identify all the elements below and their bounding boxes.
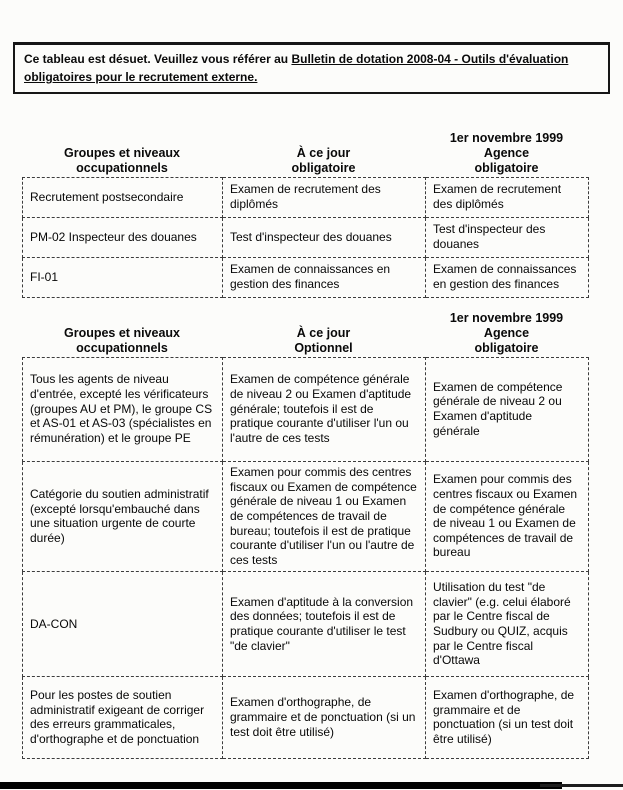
table-cell: Examen de recrutement des diplômés [223, 178, 426, 218]
table-cell: Test d'inspecteur des douanes [223, 218, 426, 258]
column-header-groupes: Groupes et niveaux occupationnels [63, 325, 180, 355]
table-cell: PM-02 Inspecteur des douanes [23, 218, 223, 258]
table-row [23, 218, 589, 258]
table-row [23, 358, 589, 462]
column-header-agence: 1er novembre 1999 Agence obligatoire [449, 131, 564, 175]
table-row [23, 572, 589, 677]
table-cell: Recrutement postsecondaire [23, 178, 223, 218]
column-header-agence: 1er novembre 1999 Agence obligatoire [449, 311, 564, 355]
bulletin-link[interactable]: Bulletin de dotation 2008-04 - Outils d'évaluation obligatoires pour le recrutement externe. [24, 52, 569, 84]
obsolete-notice-box [13, 42, 610, 94]
table-obligatoire [22, 177, 589, 298]
table-cell: Examen de connaissances en gestion des finances [223, 258, 426, 298]
table-cell: Examen de compétence générale de niveau 2 ou Examen d'aptitude générale [426, 358, 589, 462]
column-header-groupes: Groupes et niveaux occupationnels [63, 145, 180, 175]
scan-artifact-bar [0, 782, 562, 789]
table-row [23, 462, 589, 572]
obsolete-notice-text: Ce tableau est désuet. Veuillez vous référer au [24, 52, 292, 66]
table-cell: Examen d'orthographe, de grammaire et de ponctuation (si un test doit être utilisé) [426, 677, 589, 759]
table-optionnel [22, 357, 589, 759]
column-header-a-ce-jour: À ce jour obligatoire [291, 145, 356, 175]
table2-header-row [22, 311, 588, 358]
table-cell: Utilisation du test "de clavier" (e.g. celui élaboré par le Centre fiscal de Sudbury ou QUIZ, acquis par le Centre fiscal d'Ottawa [426, 572, 589, 677]
table-cell: Examen pour commis des centres fiscaux ou Examen de compétence générale de niveau 1 ou Examen de compétences de travail de bureau; toutefois il est de pratique courante d'utiliser l'un ou l'autre de ces tests [223, 462, 426, 572]
table-cell: Examen de compétence générale de niveau 2 ou Examen d'aptitude générale; toutefois il est de pratique courante d'utiliser l'un ou l'autre de ces tests [223, 358, 426, 462]
column-header-a-ce-jour-optionnel: À ce jour Optionnel [294, 325, 353, 355]
table-cell: FI-01 [23, 258, 223, 298]
table-cell: Catégorie du soutien administratif (excepté lorsqu'embauché dans une situation urgente de courte durée) [23, 462, 223, 572]
table-cell: Pour les postes de soutien administratif exigeant de corriger des erreurs grammaticales, d'orthographe et de ponctuation [23, 677, 223, 759]
table-row [23, 677, 589, 759]
table-cell: Examen d'aptitude à la conversion des données; toutefois il est de pratique courante d'utiliser le test "de clavier" [223, 572, 426, 677]
table-cell: Tous les agents de niveau d'entrée, excepté les vérificateurs (groupes AU et PM), le groupe CS et AS-01 et AS-03 (spécialistes en rémunération) et le groupe PE [23, 358, 223, 462]
table-cell: Examen de connaissances en gestion des finances [426, 258, 589, 298]
table-cell: Examen d'orthographe, de grammaire et de ponctuation (si un test doit être utilisé) [223, 677, 426, 759]
table-cell: Examen de recrutement des diplômés [426, 178, 589, 218]
scan-artifact-line [540, 784, 623, 787]
table-row [23, 258, 589, 298]
table1-header-row [22, 131, 588, 178]
table-cell: Examen pour commis des centres fiscaux ou Examen de compétence générale de niveau 1 ou Examen de compétences de travail de bureau [426, 462, 589, 572]
table-cell: Test d'inspecteur des douanes [426, 218, 589, 258]
table-cell: DA-CON [23, 572, 223, 677]
table-row [23, 178, 589, 218]
